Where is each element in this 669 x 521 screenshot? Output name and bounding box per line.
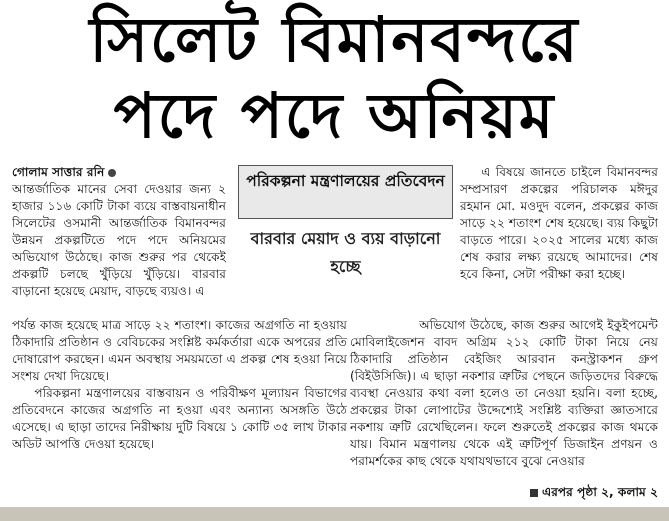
paragraph-4: অভিযোগ উঠেছে, কাজ শুরুর আগেই ইকুইপমেন্ট মোবিলাইজেশন বাবদ অগ্রিম ২১২ কোটি টাকা নিয়ে নেয় ঠিকাদারি প্রতিষ্ঠান বেইজিং আরবান কনস্ট্রাকশন গ্রুপ (বিইউসিজি)। এ ছাড়া নকশার ত্রুটির পেছনে জড়িতদের বিরুদ্ধে ব্যবস্থা নেওয়ার কথা বলা হলেও তা নেওয়া হয়নি। বলা হচ্ছে, প্রকল্পের টাকা লোপাটের উদ্দেশ্যেই সংশ্লিষ্ট ব্যক্তিরা জ্ঞাতসারে নকশায় ত্রুটি রেখেছিলেন। ফলে শুরুতেই প্রকল্পের কাজ থমকে যায়। বিমান মন্ত্রণালয় থেকে এই ত্রুটিপূর্ণ ডিজাইন প্রণয়ন ও পরামর্শকের কাছ থেকে যথাযথভাবে বুঝে নেওয়ার (350, 318, 658, 468)
continuation-note (522, 484, 658, 502)
jump-text: এরপর পৃষ্ঠা ২, কলাম ২ (541, 485, 658, 499)
box-subtitle: বারবার মেয়াদ ও ব্যয় বাড়ানো হচ্ছে (250, 229, 441, 276)
byline-dot-icon (108, 169, 116, 177)
paragraph-1: আন্তর্জাতিক মানের সেবা দেওয়ার জন্য ২ হাজার ১১৬ কোটি টাকা ব্যয়ে বাস্তবায়নাধীন সিলেটের ওসমানী আন্তর্জাতিক বিমানবন্দর উন্নয়ন প্রকল্পটিতে পদে পদে অনিয়মের অভিযোগ উঠেছে। কাজ শুরুর পর থেকেই প্রকল্পটি চলছে খুঁড়িয়ে খুঁড়িয়ে। বারবার বাড়ানো হয়েছে মেয়াদ, বাড়ছে ব্যয়ও। এ (12, 182, 226, 298)
square-bullet-icon (530, 489, 538, 497)
paragraph-3: এ বিষয়ে জানতে চাইলে বিমানবন্দর সম্প্রসারণ প্রকল্পের পরিচালক মঈদুর রহমান মো. মওদুদ বলেন, প্রকল্পের কাজ সাড়ে ২২ শতাংশ শেষ হয়েছে। ব্যয় কিছুটা বাড়তে পারে। ২০২৫ সালের মধ্যে কাজ শেষ করার লক্ষ্য রয়েছে আমাদের। শেষ হবে কিনা, সেটা পরীক্ষা করা হচ্ছে। (460, 165, 658, 281)
headline-line-2: পদে পদে অনিয়ম (113, 79, 556, 152)
column-3-top (460, 164, 658, 317)
byline: গোলাম সাত্তার রনি (12, 165, 105, 179)
column-1-top (12, 164, 226, 317)
bottom-image-strip (0, 507, 669, 521)
article-body (12, 164, 658, 501)
box-title: পরিকল্পনা মন্ত্রণালয়ের প্রতিবেদন (238, 165, 453, 219)
paragraph-1-continued: পর্যন্ত কাজ হয়েছে মাত্র সাড়ে ২২ শতাংশ। কাজের অগ্রগতি না হওয়ায় ঠিকাদারি প্রতিষ্ঠান ও বেবিচকের সংশ্লিষ্ট কর্মকর্তারা একে অপরের প্রতি দোষারোপ করছেন। এমন অবস্থায় সময়মতো এ প্রকল্প শেষ হওয়া নিয়ে সংশয় দেখা দিয়েছে। (12, 318, 347, 383)
highlight-box (238, 165, 453, 308)
paragraph-2: পরিকল্পনা মন্ত্রণালয়ের বাস্তবায়ন ও পরিবীক্ষণ মূল্যায়ন বিভাগের প্রতিবেদনে কাজের অগ্রগতি না হওয়া এবং অন্যান্য অসঙ্গতি উঠে এসেছে। এ ছাড়া তাদের নিরীক্ষায় দুটি বিষয়ে ১ কোটি ৩৫ লাখ টাকার অডিট আপত্তি দেওয়া হয়েছে। (12, 386, 347, 451)
column-1-wide (12, 317, 347, 501)
headline-line-1: সিলেট বিমানবন্দরে (89, 3, 580, 76)
column-3-wide (350, 317, 658, 483)
